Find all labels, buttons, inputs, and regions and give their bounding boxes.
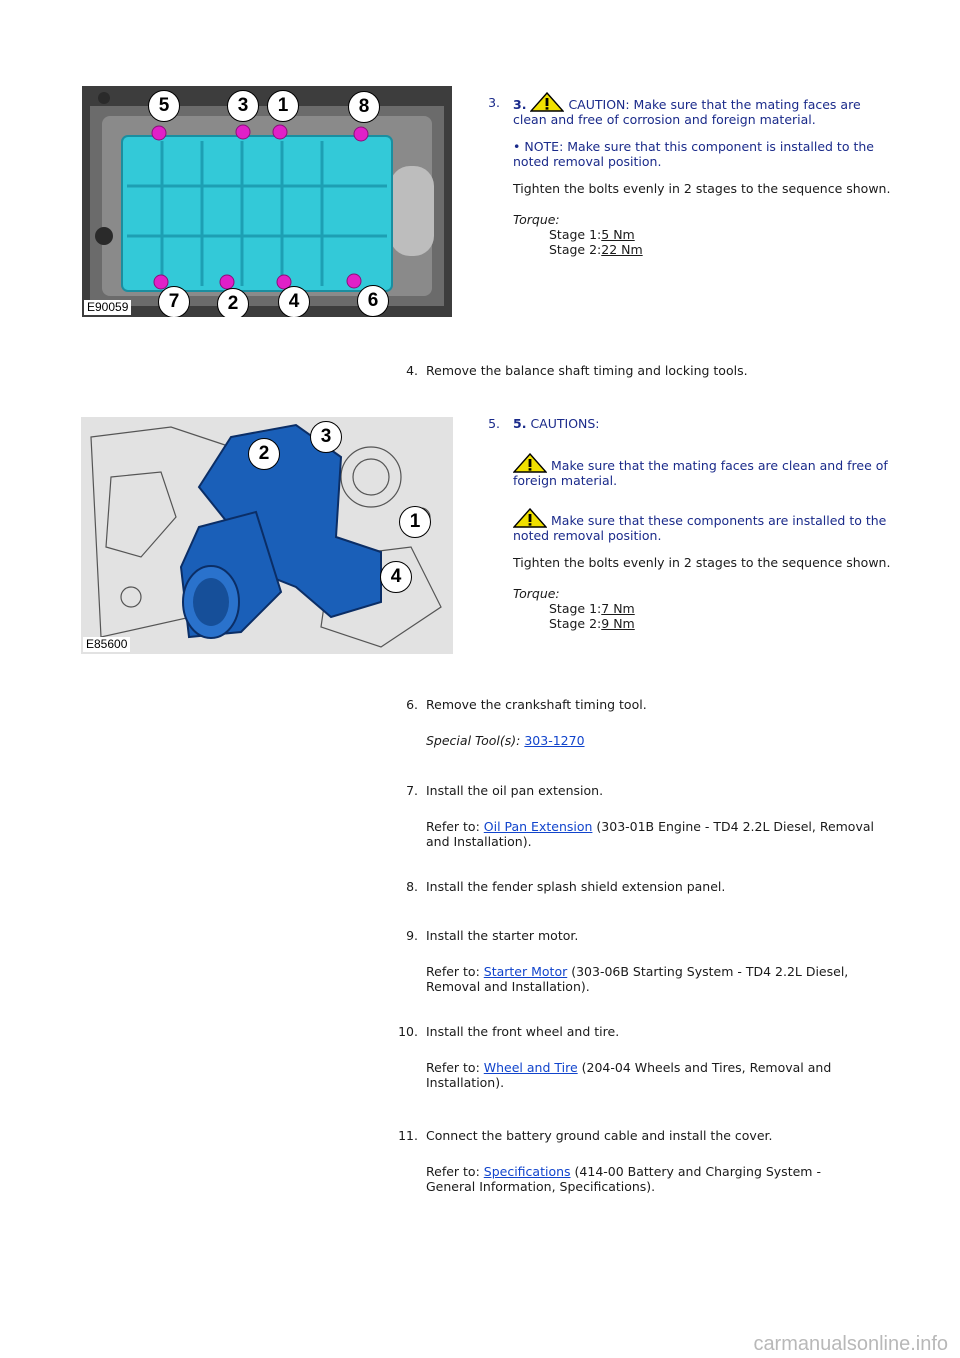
step-lead: 3. <box>513 97 527 112</box>
torque-label: Torque: <box>513 212 560 227</box>
figure-balance-shaft-housing <box>82 86 452 317</box>
step-text: Remove the balance shaft timing and locking tools. <box>426 363 748 378</box>
torque-value[interactable]: 9 Nm <box>601 616 635 631</box>
callout-3: 3 <box>227 90 259 122</box>
figure-label: E90059 <box>84 300 131 315</box>
step-7-content <box>426 783 896 849</box>
reference: Refer to: Starter Motor (303-06B Starting System - TD4 2.2L Diesel, Removal and Installation). <box>426 964 849 994</box>
callout-2: 2 <box>217 288 249 317</box>
warning-triangle-icon <box>513 453 547 473</box>
step-number: 8. <box>406 879 418 894</box>
caution-paragraph <box>513 92 891 127</box>
step-number: 4. <box>406 363 418 378</box>
reference: Refer to: Specifications (414-00 Battery and Charging System - General Information, Specifications). <box>426 1164 821 1194</box>
special-tool-label: Special Tool(s): <box>426 733 521 748</box>
step-text: Install the oil pan extension. <box>426 783 604 798</box>
warning-triangle-icon <box>530 92 564 112</box>
step-number: 6. <box>406 697 418 712</box>
callout-4: 4 <box>278 286 310 317</box>
note-text: • NOTE: Make sure that this component is installed to the noted removal position. <box>513 139 874 169</box>
step-11-content <box>426 1128 896 1194</box>
reference-link-oil-pan-extension[interactable]: Oil Pan Extension <box>483 819 593 834</box>
step-9-content <box>426 928 896 994</box>
reference-link-wheel-and-tire[interactable]: Wheel and Tire <box>483 1060 578 1075</box>
reference: Refer to: Oil Pan Extension (303-01B Engine - TD4 2.2L Diesel, Removal and Installation). <box>426 819 874 849</box>
step-text: Remove the crankshaft timing tool. <box>426 697 647 712</box>
callout-3: 3 <box>310 421 342 453</box>
step-text: Connect the battery ground cable and install the cover. <box>426 1128 773 1143</box>
torque-stage-2: Stage 2:9 Nm <box>549 616 635 631</box>
caution-text: CAUTION: Make sure that the mating faces are clean and free of corrosion and foreign material. <box>513 97 861 127</box>
special-tool-link[interactable]: 303-1270 <box>524 733 585 748</box>
callout-1: 1 <box>399 506 431 538</box>
callout-6: 6 <box>357 285 389 317</box>
torque-stage-1: Stage 1:5 Nm <box>549 227 635 242</box>
step-lead: 5. <box>513 416 527 431</box>
cautions-heading: 5. CAUTIONS: <box>513 416 600 431</box>
figure-oil-pump <box>81 417 453 654</box>
callout-2: 2 <box>248 438 280 470</box>
step-number: 11. <box>398 1128 418 1143</box>
instruction-text: Tighten the bolts evenly in 2 stages to the sequence shown. <box>513 555 891 570</box>
step-number: 10. <box>398 1024 418 1039</box>
step-10-content <box>426 1024 896 1090</box>
torque-value[interactable]: 22 Nm <box>601 242 643 257</box>
step-6-content <box>426 697 896 748</box>
warning-triangle-icon <box>513 508 547 528</box>
step-text: Install the fender splash shield extension panel. <box>426 879 726 894</box>
torque-label: Torque: <box>513 586 560 601</box>
step-3-content <box>513 92 891 257</box>
caution-text: Make sure that these components are installed to the noted removal position. <box>513 513 887 543</box>
special-tool <box>426 733 896 748</box>
step-number: 7. <box>406 783 418 798</box>
callout-1: 1 <box>267 90 299 122</box>
step-number: 9. <box>406 928 418 943</box>
step-5-content <box>513 416 891 631</box>
instruction-text: Tighten the bolts evenly in 2 stages to the sequence shown. <box>513 181 891 196</box>
callout-7: 7 <box>158 286 190 317</box>
balance-shaft-housing-illustration <box>82 86 452 317</box>
step-number: 5. <box>488 416 500 431</box>
torque-value[interactable]: 7 Nm <box>601 601 635 616</box>
reference-link-specifications[interactable]: Specifications <box>483 1164 571 1179</box>
callout-4: 4 <box>380 561 412 593</box>
torque-stage-2: Stage 2:22 Nm <box>549 242 643 257</box>
step-number: 3. <box>488 95 500 110</box>
caution-text: Make sure that the mating faces are clean and free of foreign material. <box>513 458 888 488</box>
caution-paragraph <box>513 453 891 488</box>
reference-link-starter-motor[interactable]: Starter Motor <box>483 964 568 979</box>
watermark: carmanualsonline.info <box>753 1333 948 1355</box>
callout-5: 5 <box>148 90 180 122</box>
step-text: Install the starter motor. <box>426 928 579 943</box>
torque-value[interactable]: 5 Nm <box>601 227 635 242</box>
figure-label: E85600 <box>83 637 130 652</box>
reference: Refer to: Wheel and Tire (204-04 Wheels and Tires, Removal and Installation). <box>426 1060 832 1090</box>
step-text: Install the front wheel and tire. <box>426 1024 620 1039</box>
torque-stage-1: Stage 1:7 Nm <box>549 601 635 616</box>
callout-8: 8 <box>348 91 380 123</box>
caution-paragraph <box>513 508 891 543</box>
